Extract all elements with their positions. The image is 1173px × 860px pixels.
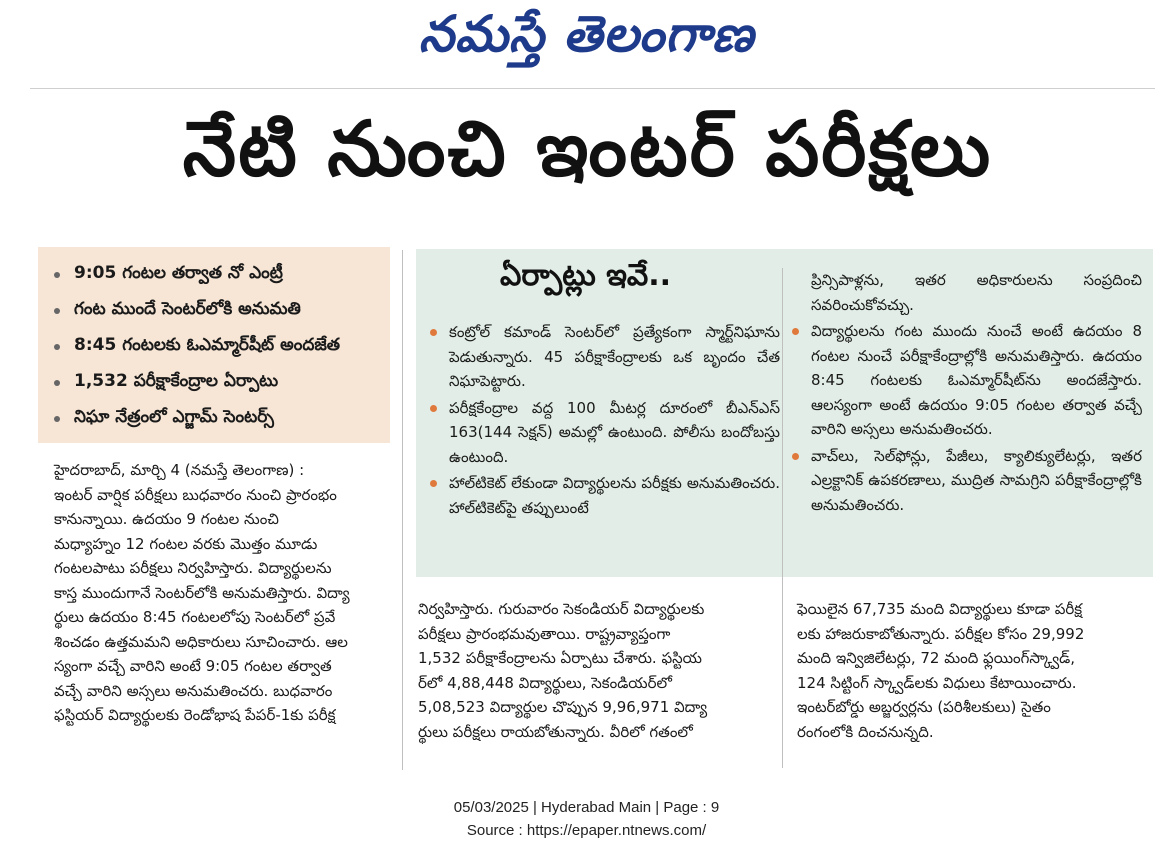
arrangement-bullet: వాచ్‌లు, సెల్‌ఫోన్లు, పేజీలు, క్యాలిక్యులేటర్లు, ఇతర ఎల్రక్టానిక్ ఉపకరణాలు, ముద్రిత సామగ్రిని పరీక్షాకేంద్రాల్లోకి అనుమతించరు. bbox=[792, 444, 1142, 518]
bullet-dot-icon bbox=[430, 329, 437, 336]
article-body-right bbox=[797, 597, 1147, 744]
article-line: కానున్నాయి. ఉదయం 9 గంటల నుంచి bbox=[54, 510, 279, 528]
article-line: పరీక్షలు ప్రారంభమవుతాయి. రాష్ట్రవ్యాప్తంగా bbox=[418, 624, 671, 643]
highlight-item: గంట ముందే సెంటర్‌లోకి అనుమతి bbox=[54, 293, 390, 329]
article-line: ర్‌లో 4,88,448 విద్యార్థులు, సెకండియర్‌లో bbox=[418, 673, 672, 692]
highlight-item: 1,532 పరీక్షాకేంద్రాల ఏర్పాటు bbox=[54, 365, 390, 401]
column-divider bbox=[782, 268, 783, 768]
headline bbox=[20, 100, 1155, 215]
bullet-dot-icon bbox=[430, 480, 437, 487]
article-line: హైదరాబాద్, మార్చి 4 (నమస్తే తెలంగాణ) : bbox=[54, 461, 305, 479]
highlights-box bbox=[38, 247, 390, 443]
article-line: కాస్త ముందుగానే సెంటర్‌లోకి అనుమతిస్తారు. విద్యా bbox=[54, 583, 350, 602]
article-line: 1,532 పరీక్షాకేంద్రాలను ఏర్పాటు చేశారు. ఫస్టియ bbox=[418, 649, 702, 667]
article-line: నిర్వహిస్తారు. గురువారం సెకండియర్ విద్యార్థులకు bbox=[418, 600, 705, 618]
bullet-dot-icon bbox=[54, 308, 60, 314]
article-line: 5,08,523 విద్యార్థుల చొప్పున 9,96,971 విద్యా bbox=[418, 698, 708, 716]
arrangement-bullet: పరీక్షకేంద్రాల వద్ద 100 మీటర్ల దూరంలో బీఎన్‌ఎస్ 163(144 సెక్షన్) అమల్లో ఉంటుంది. పోలీసు బందోబస్తు ఉంటుంది. bbox=[430, 396, 780, 470]
arrangement-bullet: కంట్రోల్ కమాండ్ సెంటర్‌లో ప్రత్యేకంగా స్మార్ట్‌నిఘాను పెడుతున్నారు. 45 పరీక్షాకేంద్రాలకు ఒక బృందం చేత నిఘాపెట్టారు. bbox=[430, 320, 780, 394]
footer-source: Source : https://epaper.ntnews.com/ bbox=[466, 822, 707, 839]
article-line: స్యంగా వచ్చే వారిని అంటే 9:05 గంటల తర్వాత bbox=[54, 657, 332, 675]
headline-text: నేటి నుంచి ఇంటర్ పరీక్షలు bbox=[182, 103, 993, 193]
column-divider bbox=[402, 250, 403, 770]
article-line: ఫస్టియర్ విద్యార్థులకు రెండోభాష పేపర్-1కు పరీక్ష bbox=[54, 706, 336, 724]
arrangement-bullet: విద్యార్థులను గంట ముందు నుంచే అంటే ఉదయం 8 గంటల నుంచే పరీక్షాకేంద్రాల్లోకి అనుమతిస్తారు. ఉదయం 8:45 గంటలకు ఓఎమ్మార్‌షీట్‌ను అందజేస్తారు. ఆలస్యంగా అంటే ఉదయం 9:05 గంటల తర్వాత వచ్చే వారిని అస్సలు అనుమతించరు. bbox=[792, 319, 1142, 442]
highlight-item: 8:45 గంటలకు ఓఎమ్మార్‌షీట్ అందజేత bbox=[54, 329, 390, 365]
article-line: మంది ఇన్విజిలేటర్లు, 72 మంది ఫ్లయింగ్‌స్క్వాడ్, bbox=[797, 649, 1075, 667]
article-line: వచ్చే వారిని అస్సలు అనుమతించరు. బుధవారం bbox=[54, 681, 333, 700]
masthead-divider bbox=[30, 88, 1155, 89]
bullet-dot-icon bbox=[430, 405, 437, 412]
article-line: లకు హాజరుకాబోతున్నారు. పరీక్షల కోసం 29,992 bbox=[797, 624, 1085, 643]
article-line: 124 సిట్టింగ్ స్క్వాడ్‌లకు విధులు కేటాయించారు. bbox=[797, 673, 1077, 692]
arrangements-right-column bbox=[792, 268, 1142, 517]
arrangement-bullet: హాల్‌టికెట్ లేకుండా విద్యార్థులను పరీక్షకు అనుమతించరు. హాల్‌టికెట్‌పై తప్పులుంటే bbox=[430, 471, 780, 520]
article-line: ఫెయిలైన 67,735 మంది విద్యార్థులు కూడా పరీక్ష bbox=[797, 600, 1083, 618]
arrangements-left-column bbox=[430, 318, 780, 520]
highlight-item: నిఘా నేత్రంలో ఎగ్జామ్ సెంటర్స్ bbox=[54, 401, 390, 437]
article-line: ఇంటర్ వార్షిక పరీక్షలు బుధవారం నుంచి ప్రారంభం bbox=[54, 485, 337, 504]
bullet-dot-icon bbox=[54, 380, 60, 386]
article-line: గంటలపాటు పరీక్షలు నిర్వహిస్తారు. విద్యార్థులను bbox=[54, 559, 332, 577]
masthead-logo: నమస్తే తెలంగాణ bbox=[418, 4, 755, 63]
masthead bbox=[0, 0, 1173, 80]
article-line: శించడం ఉత్తమమని అధికారులు సూచించారు. ఆల bbox=[54, 632, 348, 651]
bullet-dot-icon bbox=[54, 344, 60, 350]
article-line: రంగంలోకి దించనున్నది. bbox=[797, 722, 934, 741]
bullet-dot-icon bbox=[54, 416, 60, 422]
arrangement-intro: ప్రిన్సిపాళ్లను, ఇతర అధికారులను సంప్రదించి సవరించుకోవచ్చు. bbox=[811, 271, 1142, 314]
article-line: ఇంటర్‌బోర్డు అబ్జర్వర్లను (పరిశీలకులు) సైతం bbox=[797, 698, 1051, 716]
article-line: మధ్యాహ్నం 12 గంటల వరకు మొత్తం మూడు bbox=[54, 534, 318, 553]
article-body-left bbox=[54, 458, 390, 728]
article-body-middle bbox=[418, 597, 772, 744]
arrangements-title: ఏర్పాట్లు ఇవే.. bbox=[500, 258, 671, 293]
article-line: ర్థులు ఉదయం 8:45 గంటలలోపు సెంటర్‌లో ప్రవే bbox=[54, 608, 336, 626]
bullet-dot-icon bbox=[792, 453, 799, 460]
bullet-dot-icon bbox=[792, 328, 799, 335]
bullet-dot-icon bbox=[54, 272, 60, 278]
article-line: ర్థులు పరీక్షలు రాయబోతున్నారు. వీరిలో గతంలో bbox=[418, 722, 693, 741]
highlight-item: 9:05 గంటల తర్వాత నో ఎంట్రీ bbox=[54, 257, 390, 293]
footer-date-edition: 05/03/2025 | Hyderabad Main | Page : 9 bbox=[453, 799, 720, 816]
